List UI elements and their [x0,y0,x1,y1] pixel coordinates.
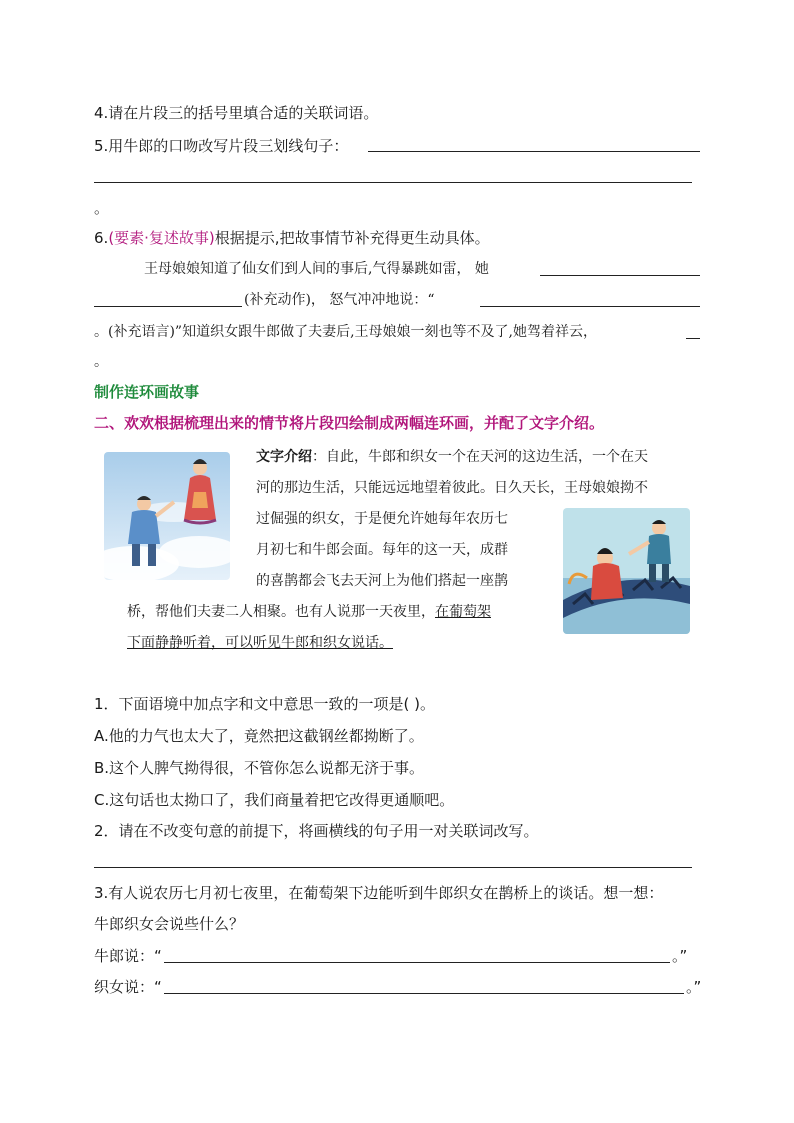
intro-line-5: 的喜鹊都会飞去天河上为他们搭起一座鹊 [256,573,508,589]
q6-number: 6. [94,229,109,247]
answer-line-q5[interactable] [368,151,700,152]
question-2: 2．请在不改变句意的前提下，将画横线的句子用一对关联词改写。 [94,822,539,840]
intro-label: 文字介绍 [256,449,312,465]
option-b[interactable]: B.这个人脾气拗得很，不管你怎么说都无济于事。 [94,759,425,777]
q6-text: 根据提示,把故事情节补充得更生动具体。 [214,229,490,247]
niulang-close-quote: 。” [672,947,688,965]
intro-text-1: ：自此，牛郎和织女一个在天河的这边生活，一个在天 [312,449,648,465]
question-6 [94,228,490,248]
intro-text-6: 桥，帮他们夫妻二人相聚。也有人说那一天夜里， [127,604,435,620]
q6-tag: (要素·复述故事) [108,229,215,247]
question-3-line-2: 牛郎织女会说些什么？ [94,915,245,933]
part-two-heading: 二、欢欢根据梳理出来的情节将片段四绘制成两幅连环画，并配了文字介绍。 [94,414,605,432]
illustration-cowherd-weaver [104,452,230,580]
underlined-sentence-start: 在葡萄架 [435,604,491,620]
niulang-says-label: 牛郎说：“ [94,947,162,965]
answer-line-niulang[interactable] [164,962,670,963]
section-heading: 制作连环画故事 [94,383,200,401]
answer-line-action-2[interactable] [94,306,242,307]
option-c[interactable]: C.这句话也太拗口了，我们商量着把它改得更通顺吧。 [94,791,455,809]
question-3-line-1: 3.有人说农历七月初七夜里，在葡萄架下边能听到牛郎织女在鹊桥上的谈话。想一想： [94,884,664,902]
q5-period: 。 [94,199,110,217]
intro-line-1 [256,447,648,467]
answer-line-q5-2[interactable] [94,182,692,183]
option-a[interactable]: A.他的力气也太大了，竟然把这截钢丝都拗断了。 [94,727,424,745]
zhinv-close-quote: 。” [686,978,702,996]
answer-line-action-1[interactable] [540,275,700,276]
story-line-3: 。(补充语言)”知道织女跟牛郎做了夫妻后,王母娘娘一刻也等不及了,她驾着祥云， [94,324,597,340]
question-4: 4.请在片段三的括号里填合适的关联词语。 [94,104,379,122]
question-5: 5.用牛郎的口吻改写片段三划线句子： [94,137,349,155]
answer-line-zhinv[interactable] [164,993,684,994]
answer-line-cloud[interactable] [686,338,700,339]
story-line-1: 王母娘娘知道了仙女们到人间的事后,气得暴跳如雷， 她 [144,261,489,277]
question-1: 1．下面语境中加点字和文中意思一致的一项是( )。 [94,695,436,713]
zhinv-says-label: 织女说：“ [94,978,162,996]
story-end-period: 。 [94,354,108,370]
intro-line-4: 月初七和牛郎会面。每年的这一天，成群 [256,542,508,558]
story-line-2: (补充动作)， 怒气冲冲地说：“ [244,292,435,308]
intro-line-6 [127,602,491,622]
intro-line-3: 过倔强的织女，于是便允许她每年农历七 [256,511,508,527]
underlined-sentence-end: 下面静静听着，可以听见牛郎和织女说话。 [127,635,393,651]
answer-line-q2[interactable] [94,867,692,868]
intro-line-2: 河的那边生活，只能远远地望着彼此。日久天长，王母娘娘拗不 [256,480,648,496]
answer-line-speech[interactable] [480,306,700,307]
illustration-magpie-bridge [563,508,690,634]
